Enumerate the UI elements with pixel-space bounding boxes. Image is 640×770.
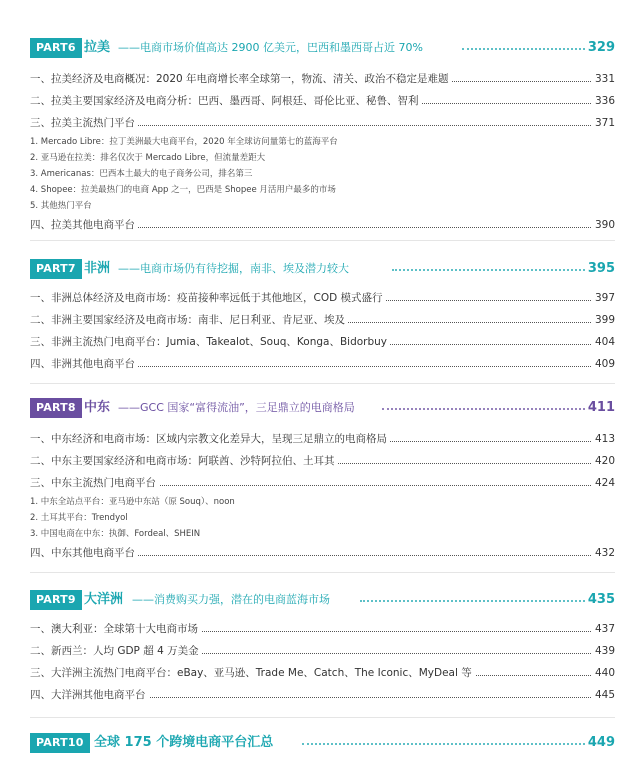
part8-page: 411 — [587, 400, 615, 415]
section-divider — [30, 383, 615, 384]
toc-entry-page: 439 — [592, 640, 615, 662]
toc-entry-page: 413 — [592, 428, 615, 450]
toc-subrow[interactable] — [30, 526, 615, 542]
toc-entry-page: 432 — [592, 542, 615, 564]
toc-entry-page: 331 — [592, 68, 615, 90]
toc-subrow[interactable] — [30, 182, 615, 198]
part9-page: 435 — [587, 592, 615, 607]
toc-row[interactable] — [30, 214, 615, 236]
section-divider — [30, 240, 615, 241]
toc-subrow[interactable] — [30, 198, 615, 214]
part10-badge: PART10 — [30, 733, 90, 753]
toc-entry-title: 三、非洲主流热门电商平台：Jumia、Takealot、Souq、Konga、Bidorbuy — [30, 331, 390, 353]
toc-subentry-title: 1. Mercado Libre：拉丁美洲最大电商平台，2020 年全球访问量第七的蓝海平台 — [30, 134, 341, 150]
toc-entry-title: 二、非洲主要国家经济及电商市场：南非、尼日利亚、肯尼亚、埃及 — [30, 309, 348, 331]
toc-entry-page: 420 — [592, 450, 615, 472]
part9-subtitle: ——消费购买力强，潜在的电商蓝海市场 — [132, 593, 330, 606]
toc-entry-title: 三、中东主流热门电商平台 — [30, 472, 159, 494]
toc-entry-page: 399 — [592, 309, 615, 331]
part6-section — [30, 38, 615, 231]
toc-entry-title: 四、中东其他电商平台 — [30, 542, 138, 564]
toc-row[interactable] — [30, 331, 615, 353]
part6-header-leader — [462, 48, 585, 50]
part7-badge: PART7 — [30, 259, 82, 279]
part6-entries — [30, 68, 615, 236]
toc-subentry-title: 2. 亚马逊在拉美：排名仅次于 Mercado Libre，但流量差距大 — [30, 150, 268, 166]
toc-row[interactable] — [30, 542, 615, 564]
part10-page: 449 — [587, 735, 615, 750]
toc-row[interactable] — [30, 450, 615, 472]
toc-entry-page: 390 — [592, 214, 615, 236]
part10-header — [30, 733, 615, 753]
section-divider — [30, 717, 615, 718]
toc-entry-title: 三、大洋洲主流热门电商平台：eBay、亚马逊、Trade Me、Catch、The Iconic、MyDeal 等 — [30, 662, 475, 684]
toc-row[interactable] — [30, 287, 615, 309]
part7-header-leader — [392, 269, 585, 271]
part10-section — [30, 733, 615, 753]
part7-title: 非洲 — [84, 261, 111, 276]
toc-entry-page: 404 — [592, 331, 615, 353]
toc-subrow[interactable] — [30, 150, 615, 166]
part8-badge: PART8 — [30, 398, 82, 418]
toc-subrow[interactable] — [30, 134, 615, 150]
section-divider — [30, 572, 615, 573]
toc-entry-page: 397 — [592, 287, 615, 309]
toc-subrow[interactable] — [30, 166, 615, 182]
toc-subentry-title: 4. Shopee：拉美最热门的电商 App 之一，巴西是 Shopee 月活用户最多的市场 — [30, 182, 339, 198]
toc-row[interactable] — [30, 68, 615, 90]
toc-row[interactable] — [30, 618, 615, 640]
part6-badge: PART6 — [30, 38, 82, 58]
toc-subentry-title: 5. 其他热门平台 — [30, 198, 95, 214]
toc-entry-page: 440 — [592, 662, 615, 684]
toc-row[interactable] — [30, 684, 615, 706]
part9-header — [30, 590, 615, 610]
part7-entries — [30, 287, 615, 375]
part8-section — [30, 398, 615, 559]
toc-entry-title: 四、大洋洲其他电商平台 — [30, 684, 149, 706]
part6-page: 329 — [587, 40, 615, 55]
part8-header — [30, 398, 615, 418]
toc-entry-page: 336 — [592, 90, 615, 112]
toc-entry-title: 二、拉美主要国家经济及电商分析：巴西、墨西哥、阿根廷、哥伦比亚、秘鲁、智利 — [30, 90, 422, 112]
toc-entry-title: 二、中东主要国家经济和电商市场：阿联酋、沙特阿拉伯、土耳其 — [30, 450, 338, 472]
toc-row[interactable] — [30, 112, 615, 134]
part10-header-leader — [302, 743, 585, 745]
part8-header-leader — [382, 408, 585, 410]
toc-entry-title: 二、新西兰：人均 GDP 超 4 万美金 — [30, 640, 202, 662]
toc-entry-title: 一、拉美经济及电商概况：2020 年电商增长率全球第一，物流、清关、政治不稳定是难题 — [30, 68, 452, 90]
part9-badge: PART9 — [30, 590, 82, 610]
toc-entry-title: 一、非洲总体经济及电商市场：疫苗接种率远低于其他地区，COD 模式盛行 — [30, 287, 386, 309]
part10-title: 全球 175 个跨境电商平台汇总 — [94, 735, 274, 750]
part6-subtitle: ——电商市场价值高达 2900 亿美元，巴西和墨西哥占近 70% — [118, 41, 423, 54]
toc-subentry-title: 1. 中东全站点平台：亚马逊中东站（原 Souq）、noon — [30, 494, 238, 510]
toc-entry-title: 一、中东经济和电商市场：区域内宗教文化差异大，呈现三足鼎立的电商格局 — [30, 428, 390, 450]
toc-row[interactable] — [30, 353, 615, 375]
part7-subtitle: ——电商市场仍有待挖掘，南非、埃及潜力较大 — [118, 262, 349, 275]
toc-entry-page: 437 — [592, 618, 615, 640]
part7-header — [30, 259, 615, 279]
toc-entry-page: 371 — [592, 112, 615, 134]
part7-section — [30, 259, 615, 370]
part6-header — [30, 38, 615, 58]
part6-title: 拉美 — [84, 40, 111, 55]
toc-subentry-title: 2. 土耳其平台：Trendyol — [30, 510, 131, 526]
toc-row[interactable] — [30, 662, 615, 684]
toc-entry-title: 三、拉美主流热门平台 — [30, 112, 138, 134]
part9-header-leader — [360, 600, 585, 602]
part9-title: 大洋洲 — [84, 592, 124, 607]
toc-row[interactable] — [30, 309, 615, 331]
toc-entry-title: 一、澳大利亚：全球第十大电商市场 — [30, 618, 201, 640]
toc-entry-title: 四、拉美其他电商平台 — [30, 214, 138, 236]
toc-row[interactable] — [30, 472, 615, 494]
part8-title: 中东 — [84, 400, 111, 415]
toc-row[interactable] — [30, 640, 615, 662]
part9-entries — [30, 618, 615, 706]
toc-subentry-title: 3. 中国电商在中东：执御、Fordeal、SHEIN — [30, 526, 203, 542]
part7-page: 395 — [587, 261, 615, 276]
part8-subtitle: ——GCC 国家“富得流油”，三足鼎立的电商格局 — [118, 401, 355, 414]
toc-entry-page: 409 — [592, 353, 615, 375]
toc-entry-page: 445 — [592, 684, 615, 706]
toc-subrow[interactable] — [30, 494, 615, 510]
part9-section — [30, 590, 615, 701]
toc-row[interactable] — [30, 90, 615, 112]
toc-entry-page: 424 — [592, 472, 615, 494]
toc-row[interactable] — [30, 428, 615, 450]
part8-entries — [30, 428, 615, 564]
toc-subrow[interactable] — [30, 510, 615, 526]
toc-subentry-title: 3. Americanas：巴西本土最大的电子商务公司，排名第三 — [30, 166, 255, 182]
toc-entry-title: 四、非洲其他电商平台 — [30, 353, 138, 375]
